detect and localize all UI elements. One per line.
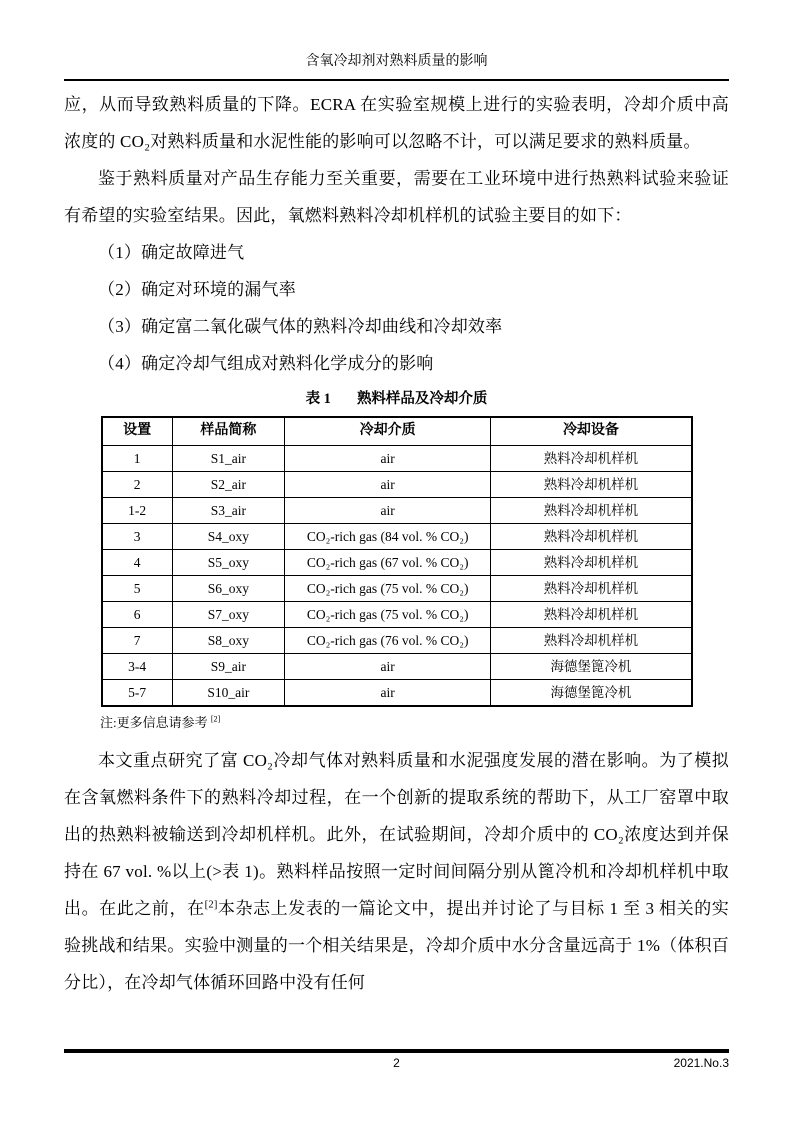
- table-cell: CO₂-rich gas (84 vol. % CO₂): [284, 524, 491, 550]
- table-row: [102, 576, 692, 602]
- table-cell: CO₂-rich gas (75 vol. % CO₂): [284, 576, 491, 602]
- table-row: [102, 628, 692, 654]
- table-cell: 熟料冷却机样机: [491, 472, 692, 498]
- table-cell: air: [284, 498, 491, 524]
- paragraph-block-top: [64, 86, 729, 382]
- table-cell: 熟料冷却机样机: [491, 524, 692, 550]
- table-cell: 熟料冷却机样机: [491, 602, 692, 628]
- table-cell: air: [284, 472, 491, 498]
- table-cell: S3_air: [172, 498, 284, 524]
- footer-rule: [64, 1049, 729, 1053]
- samples-table: [101, 416, 693, 707]
- table-cell: S7_oxy: [172, 602, 284, 628]
- table-cell: 海德堡篦冷机: [491, 680, 692, 707]
- table-row: [102, 498, 692, 524]
- samples-table-body: [102, 446, 692, 707]
- table-caption-label: 表 1: [305, 391, 331, 407]
- table-row: [102, 680, 692, 707]
- table-cell: S6_oxy: [172, 576, 284, 602]
- list-item-1: （1）确定故障进气: [98, 243, 245, 262]
- table-cell: S5_oxy: [172, 550, 284, 576]
- table-cell: air: [284, 680, 491, 707]
- table-cell: 熟料冷却机样机: [491, 498, 692, 524]
- running-head-title: 含氧冷却剂对熟料质量的影响: [305, 54, 488, 69]
- table-cell: 5: [102, 576, 173, 602]
- table-note-text: 注:更多信息请参考: [100, 715, 211, 730]
- table-cell: CO₂-rich gas (67 vol. % CO₂): [284, 550, 491, 576]
- table-cell: air: [284, 446, 491, 472]
- paragraph-block-bottom: [64, 742, 729, 1001]
- table-header-row: [102, 417, 692, 446]
- table-cell: 海德堡篦冷机: [491, 654, 692, 680]
- table-row: [102, 654, 692, 680]
- table-cell: 7: [102, 628, 173, 654]
- page-number: 2: [393, 1056, 400, 1070]
- list-item-3: （3）确定富二氧化碳气体的熟料冷却曲线和冷却效率: [98, 317, 503, 336]
- table-cell: 3: [102, 524, 173, 550]
- table-cell: CO₂-rich gas (76 vol. % CO₂): [284, 628, 491, 654]
- table-cell: 1-2: [102, 498, 173, 524]
- footer-row: [64, 1056, 729, 1071]
- table-cell: 2: [102, 472, 173, 498]
- table-cell: S2_air: [172, 472, 284, 498]
- table-row: [102, 446, 692, 472]
- table-cell: 5-7: [102, 680, 173, 707]
- page-footer: [64, 1049, 729, 1071]
- document-body: [64, 81, 729, 1001]
- table-cell: 6: [102, 602, 173, 628]
- column-header: 样品简称: [172, 417, 284, 446]
- table-row: [102, 524, 692, 550]
- table-cell: S1_air: [172, 446, 284, 472]
- list-item-2: （2）确定对环境的漏气率: [98, 280, 296, 299]
- column-header: 冷却设备: [491, 417, 692, 446]
- table-cell: S4_oxy: [172, 524, 284, 550]
- table-cell: S8_oxy: [172, 628, 284, 654]
- table-note: [100, 714, 729, 731]
- citation-ref: [2]: [204, 899, 218, 911]
- table-caption-title: 熟料样品及冷却介质: [356, 391, 488, 407]
- table-cell: 熟料冷却机样机: [491, 550, 692, 576]
- table-cell: 4: [102, 550, 173, 576]
- table-cell: CO₂-rich gas (75 vol. % CO₂): [284, 602, 491, 628]
- column-header: 冷却介质: [284, 417, 491, 446]
- table-cell: 熟料冷却机样机: [491, 576, 692, 602]
- table-cell: S9_air: [172, 654, 284, 680]
- table-cell: 熟料冷却机样机: [491, 446, 692, 472]
- table-note-citation-ref: [2]: [210, 714, 221, 724]
- table-cell: S10_air: [172, 680, 284, 707]
- table-row: [102, 550, 692, 576]
- table-cell: 3-4: [102, 654, 173, 680]
- table-caption: [64, 385, 729, 413]
- samples-table-head: [102, 417, 692, 446]
- table-cell: 熟料冷却机样机: [491, 628, 692, 654]
- table-row: [102, 472, 692, 498]
- table-cell: 1: [102, 446, 173, 472]
- page-header: [64, 0, 729, 81]
- issue-label: 2021.No.3: [673, 1056, 729, 1070]
- table-cell: air: [284, 654, 491, 680]
- paragraph-main: 本文重点研究了富 CO₂冷却气体对熟料质量和水泥强度发展的潜在影响。为了模拟在含氧燃料条件下的熟料冷却过程，在一个创新的提取系统的帮助下，从工厂窑罩中取出的热熟料被输送到冷却机样机。此外，在试验期间，冷却介质中的 CO₂浓度达到并保持在 67 vol. %以上(>表 1)。熟料样品按照一定时间间隔分别从篦冷机和冷却机样机中取出。在此之前，在[2]本杂志上发表的一篇论文中，提出并讨论了与目标 1 至 3 相关的实验挑战和结果。实验中测量的一个相关结果是，冷却介质中水分含量远高于 1%（体积百分比），在冷却气体循环回路中没有任何: [64, 751, 729, 992]
- table-row: [102, 602, 692, 628]
- list-item-4: （4）确定冷却气组成对熟料化学成分的影响: [98, 354, 434, 373]
- column-header: 设置: [102, 417, 173, 446]
- paragraph-objectives-intro: 鉴于熟料质量对产品生存能力至关重要，需要在工业环境中进行热熟料试验来验证有希望的实验室结果。因此，氧燃料熟料冷却机样机的试验主要目的如下：: [64, 169, 729, 225]
- paragraph-continuation: 应，从而导致熟料质量的下降。ECRA 在实验室规模上进行的实验表明，冷却介质中高浓度的 CO₂对熟料质量和水泥性能的影响可以忽略不计，可以满足要求的熟料质量。: [64, 95, 729, 151]
